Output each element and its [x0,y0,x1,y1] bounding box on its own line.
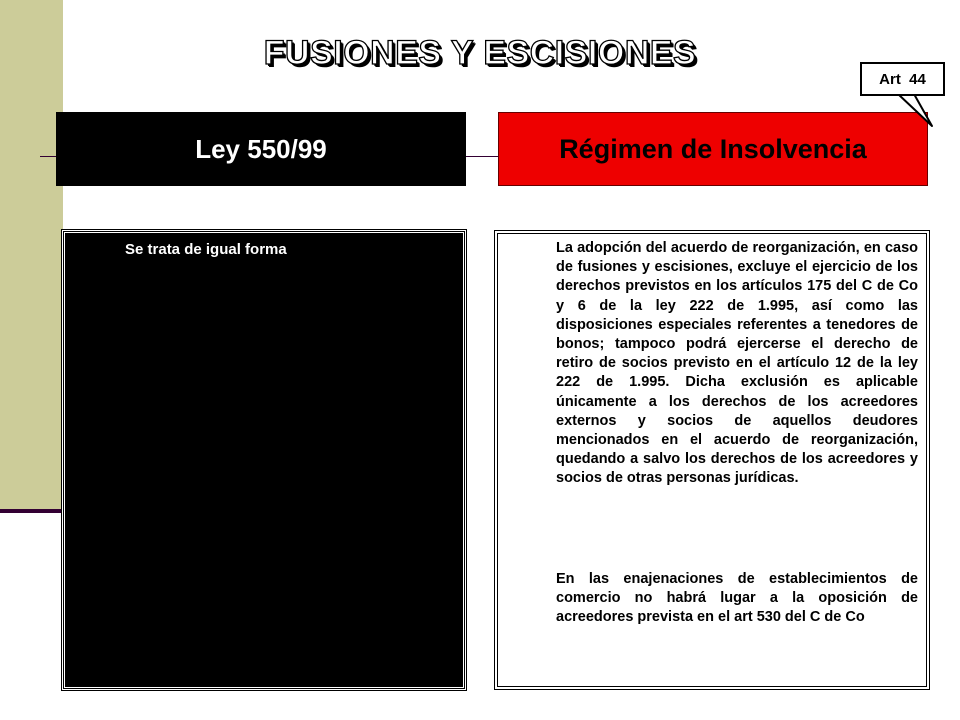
left-content-panel [62,230,466,690]
article-callout-label: Art 44 [860,62,945,96]
side-decoration-bar [0,0,63,510]
ley-header-label: Ley 550/99 [195,133,327,164]
left-panel-text: Se trata de igual forma [125,241,287,258]
right-panel-paragraph-1: La adopción del acuerdo de reorganización, en caso de fusiones y escisiones, excluye el ejercicio de los derechos previstos en los artículos 175 del C de Co y 6 de la ley 222 de 1.995, así como las disposiciones especiales referentes a tenedores de bonos; tampoco podrá ejercerse el derecho de retiro de socios previsto en el artículo 12 de la ley 222 de 1.995. Dicha exclusión es aplicable únicamente a los derechos de los acreedores externos y socios de aquellos deudores mencionados en el acuerdo de reorganización, quedando a salvo los derechos de los acreedores y socios de otras personas jurídicas. [556,240,918,487]
right-panel-paragraph-2: En las enajenaciones de establecimientos de comercio no habrá lugar a la oposición de acreedores prevista en el art 530 del C de Co [556,571,918,626]
connector-line-middle [465,156,498,157]
side-decoration-line [0,509,63,513]
right-content-panel [494,230,930,690]
ley-header-box [56,112,466,186]
slide-title: FUSIONES Y ESCISIONES [263,34,697,72]
article-callout [850,60,950,130]
regimen-header-label: Régimen de Insolvencia [559,133,867,164]
